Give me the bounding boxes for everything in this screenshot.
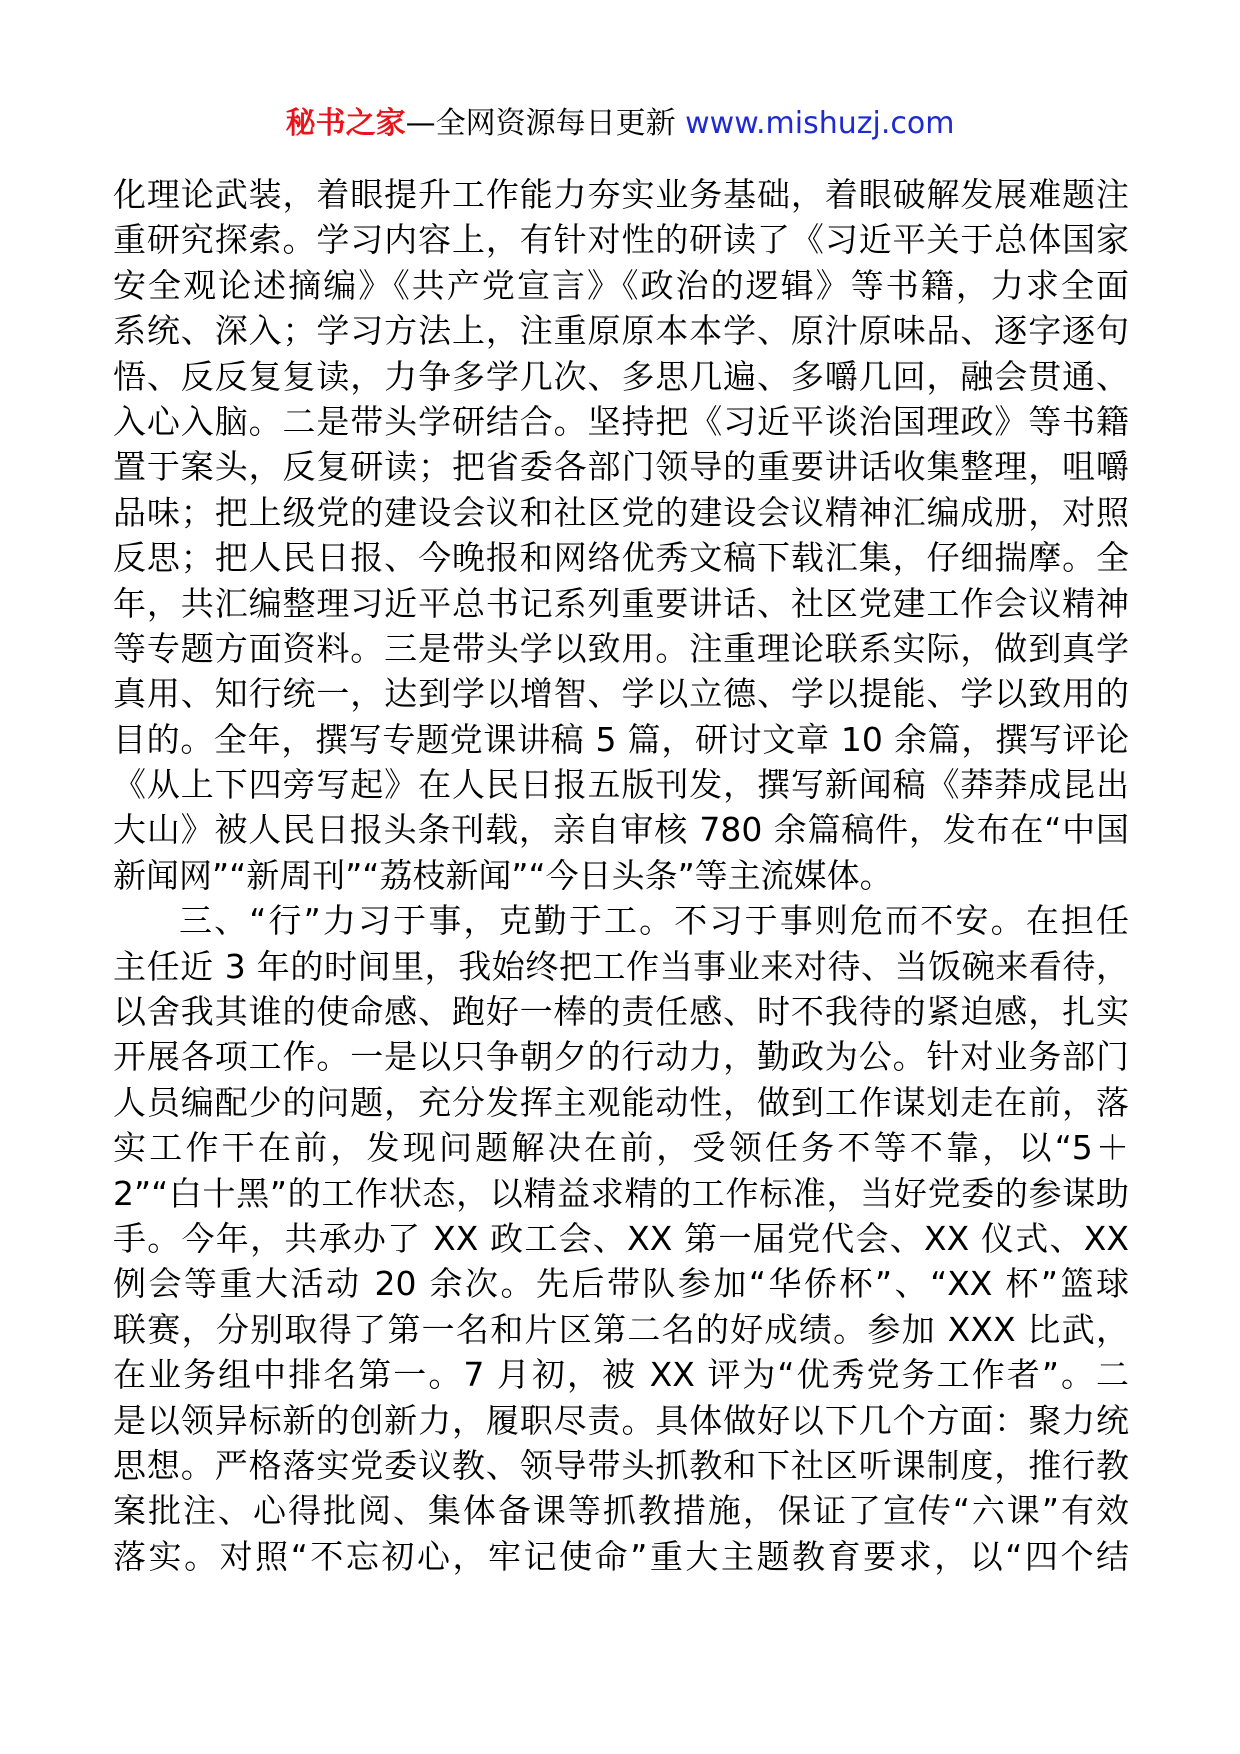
text-line: 在业务组中排名第一。7 月初，被 XX 评为“优秀党务工作者”。二 <box>113 1355 1129 1395</box>
text-line: 目的。全年，撰写专题党课讲稿 5 篇，研讨文章 10 余篇，撰写评论 <box>113 719 1129 759</box>
text-line: 反思；把人民日报、今晚报和网络优秀文稿下载汇集，仔细揣摩。全 <box>113 538 1129 578</box>
text-line: 等专题方面资料。三是带头学以致用。注重理论联系实际，做到真学 <box>113 628 1129 668</box>
text-line: 《从上下四旁写起》在人民日报五版刊发，撰写新闻稿《莽莽成昆出 <box>113 765 1129 805</box>
page-header <box>0 100 1240 148</box>
header-brand: 秘书之家 <box>285 106 406 141</box>
text-line: 化理论武装，着眼提升工作能力夯实业务基础，着眼破解发展难题注 <box>113 175 1129 214</box>
text-line: 案批注、心得批阅、集体备课等抓教措施，保证了宣传“六课”有效 <box>113 1491 1129 1531</box>
text-line: 是以领异标新的创新力，履职尽责。具体做好以下几个方面：聚力统 <box>113 1400 1129 1440</box>
text-line: 悟、反反复复读，力争多学几次、多思几遍、多嚼几回，融会贯通、 <box>113 356 1129 396</box>
text-line: 落实。对照“不忘初心，牢记使命”重大主题教育要求，以“四个结 <box>113 1536 1129 1576</box>
text-line: 年，共汇编整理习近平总书记系列重要讲话、社区党建工作会议精神 <box>113 583 1129 623</box>
header-url[interactable]: www.mishuzj.com <box>685 106 955 141</box>
text-line: 系统、深入；学习方法上，注重原原本本学、原汁原味品、逐字逐句 <box>113 311 1129 351</box>
text-line: 联赛，分别取得了第一名和片区第二名的好成绩。参加 XXX 比武， <box>113 1309 1129 1349</box>
text-line: 实工作干在前，发现问题解决在前，受领任务不等不靠，以“5＋ <box>113 1128 1129 1168</box>
text-line: 主任近 3 年的时间里，我始终把工作当事业来对待、当饭碗来看待， <box>113 946 1129 986</box>
text-line: 入心入脑。二是带头学研结合。坚持把《习近平谈治国理政》等书籍 <box>113 401 1129 441</box>
text-line: 大山》被人民日报头条刊载，亲自审核 780 余篇稿件，发布在“中国 <box>113 810 1130 850</box>
text-line: 重研究探索。学习内容上，有针对性的研读了《习近平关于总体国家 <box>113 220 1129 260</box>
text-line: 品味；把上级党的建设会议和社区党的建设会议精神汇编成册，对照 <box>113 492 1129 532</box>
text-line: 安全观论述摘编》《共产党宣言》《政治的逻辑》等书籍，力求全面 <box>113 265 1129 305</box>
text-line: 真用、知行统一，达到学以增智、学以立德、学以提能、学以致用的 <box>113 674 1129 714</box>
document-body <box>113 172 1129 1579</box>
text-line: 置于案头，反复研读；把省委各部门领导的重要讲话收集整理，咀嚼 <box>113 447 1129 487</box>
text-line: 手。今年，共承办了 XX 政工会、XX 第一届党代会、XX 仪式、XX <box>113 1218 1129 1258</box>
section-heading-line: 三、“行”力习于事，克勤于工。不习于事则危而不安。在担任 <box>179 901 1129 941</box>
text-line: 例会等重大活动 20 余次。先后带队参加“华侨杯”、“XX 杯”篮球 <box>113 1264 1129 1304</box>
text-line: 以舍我其谁的使命感、跑好一棒的责任感、时不我待的紧迫感，扎实 <box>113 992 1129 1032</box>
text-line: 思想。严格落实党委议教、领导带头抓教和下社区听课制度，推行教 <box>113 1445 1129 1485</box>
header-slogan: —全网资源每日更新 <box>405 106 686 141</box>
paragraph-end-line: 新闻网”“新周刊”“荔枝新闻”“今日头条”等主流媒体。 <box>113 855 893 895</box>
text-line: 开展各项工作。一是以只争朝夕的行动力，勤政为公。针对业务部门 <box>113 1037 1129 1077</box>
text-line: 人员编配少的问题，充分发挥主观能动性，做到工作谋划走在前，落 <box>113 1082 1129 1122</box>
text-line: 2”“白十黑”的工作状态，以精益求精的工作标准，当好党委的参谋助 <box>113 1173 1129 1213</box>
